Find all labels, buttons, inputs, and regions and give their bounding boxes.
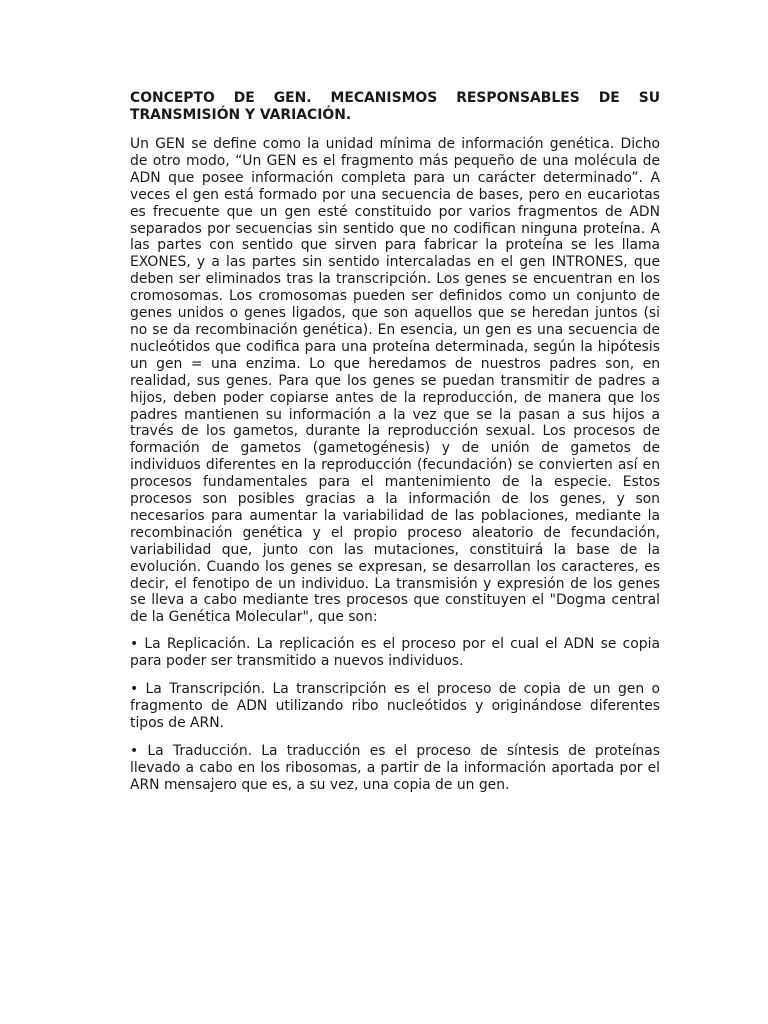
bullet-transcripcion: • La Transcripción. La transcripción es el proceso de copia de un gen o fragmento de ADN utilizando ribo nucleótidos y originándose diferentes tipos de ARN.: [130, 681, 660, 732]
bullet-replicacion: • La Replicación. La replicación es el proceso por el cual el ADN se copia para poder ser transmitido a nuevos individuos.: [130, 636, 660, 670]
body-paragraph: Un GEN se define como la unidad mínima de información genética. Dicho de otro modo, “Un GEN es el fragmento más pequeño de una molécula de ADN que posee información completa para un carácter determinado”. A veces el gen está formado por una secuencia de bases, pero en eucariotas es frecuente que un gen esté constituido por varios fragmentos de ADN separados por secuencias sin sentido que no codifican ninguna proteína. A las partes con sentido que sirven para fabricar la proteína se les llama EXONES, y a las partes sin sentido intercaladas en el gen INTRONES, que deben ser eliminados tras la transcripción. Los genes se encuentran en los cromosomas. Los cromosomas pueden ser definidos como un conjunto de genes unidos o genes ligados, que son aquellos que se heredan juntos (si no se da recombinación genética). En esencia, un gen es una secuencia de nucleótidos que codifica para una proteína determinada, según la hipótesis un gen = una enzima. Lo que heredamos de nuestros padres son, en realidad, sus genes. Para que los genes se puedan transmitir de padres a hijos, deben poder copiarse antes de la reproducción, de manera que los padres mantienen su información a la vez que se la pasan a sus hijos a través de los gametos, durante la reproducción sexual. Los procesos de formación de gametos (gametogénesis) y de unión de gametos de individuos diferentes en la reproducción (fecundación) se convierten así en procesos fundamentales para el mantenimiento de la especie. Estos procesos son posibles gracias a la información de los genes, y son necesarios para aumentar la variabilidad de las poblaciones, mediante la recombinación genética y el propio proceso aleatorio de fecundación, variabilidad que, junto con las mutaciones, constituirá la base de la evolución. Cuando los genes se expresan, se desarrollan los caracteres, es decir, el fenotipo de un individuo. La transmisión y expresión de los genes se lleva a cabo mediante tres procesos que constituyen el "Dogma central de la Genética Molecular", que son:: [130, 136, 660, 626]
document-title: CONCEPTO DE GEN. MECANISMOS RESPONSABLES DE SU TRANSMISIÓN Y VARIACIÓN.: [130, 90, 660, 123]
document-page: [130, 90, 660, 805]
bullet-traduccion: • La Traducción. La traducción es el proceso de síntesis de proteínas llevado a cabo en los ribosomas, a partir de la información aportada por el ARN mensajero que es, a su vez, una copia de un gen.: [130, 743, 660, 794]
